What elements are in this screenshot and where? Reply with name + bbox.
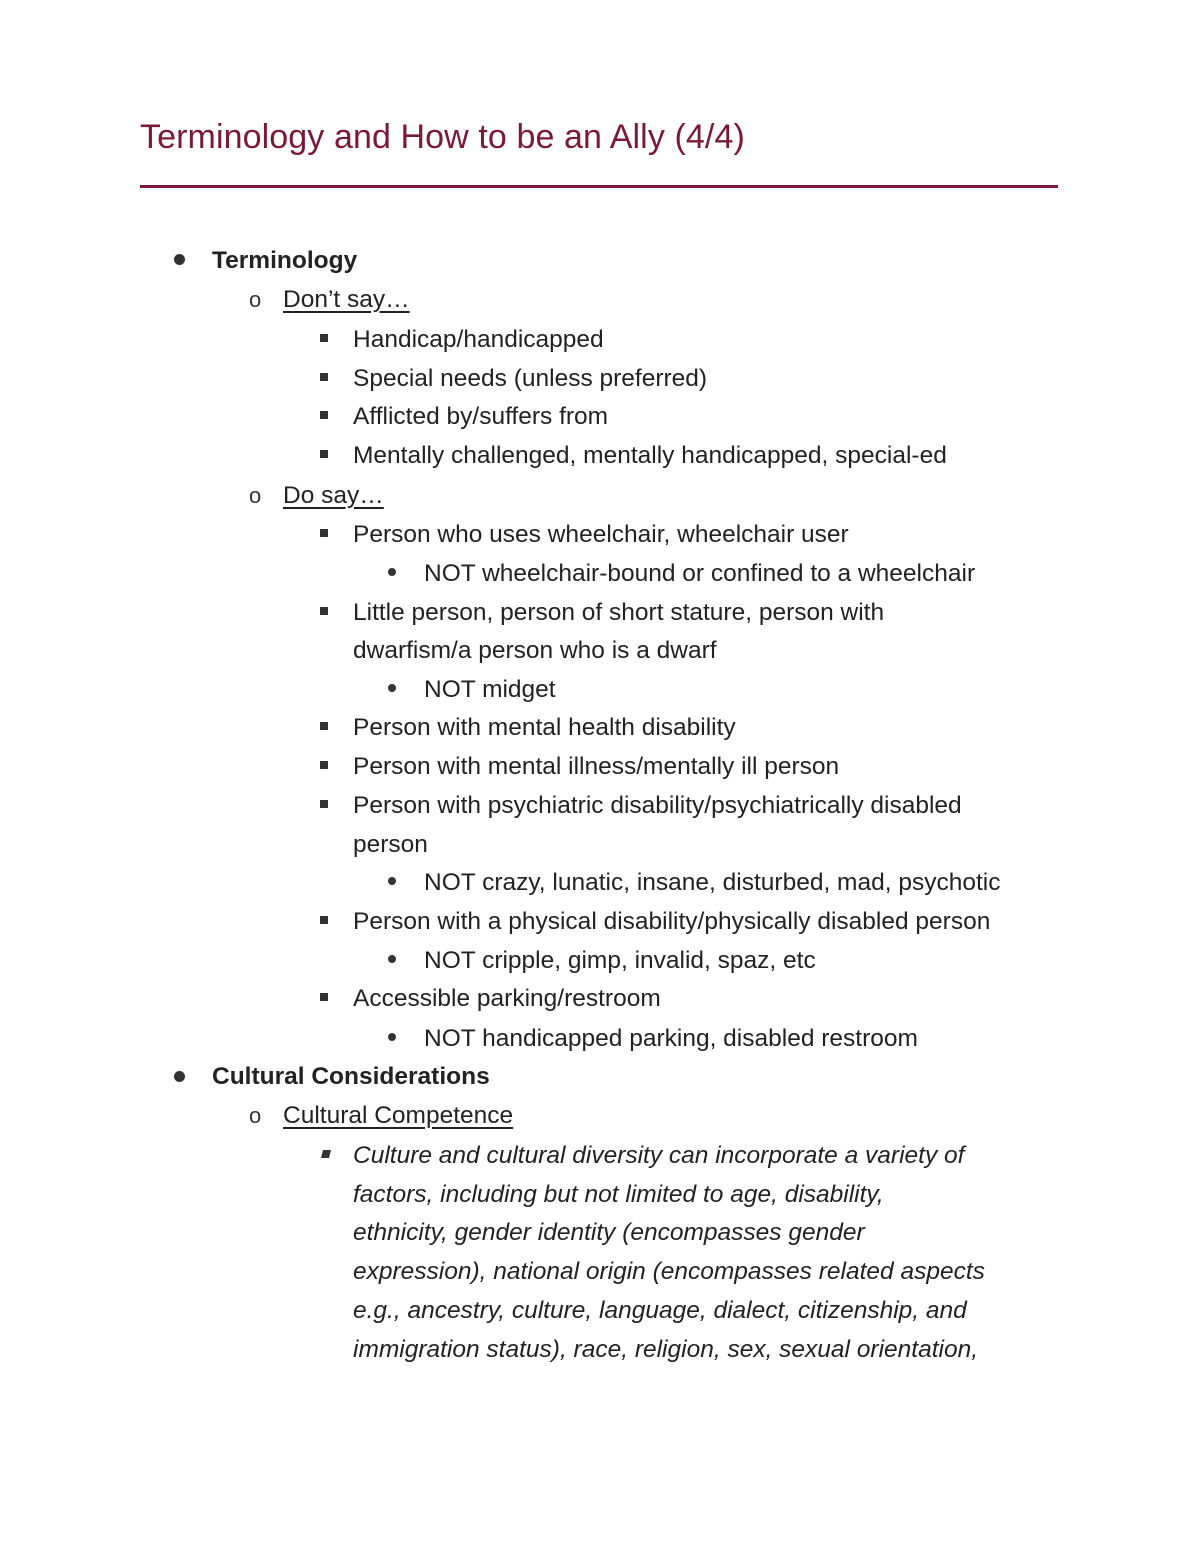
paragraph-line: Culture and cultural diversity can incorporate a variety of [353,1142,965,1169]
square-bullet-icon [320,411,328,419]
square-bullet-icon [320,761,328,769]
list-item: Handicap/handicapped [353,326,604,353]
subheading-cultural-competence: Cultural Competence [283,1102,514,1129]
list-item: Special needs (unless preferred) [353,365,708,392]
square-bullet-icon [321,1150,331,1158]
list-item: Accessible parking/restroom [353,985,661,1012]
square-bullet-icon [320,529,328,537]
list-item: Person with a physical disability/physically disabled person [353,908,991,935]
square-bullet-icon [320,722,328,730]
page-title: Terminology and How to be an Ally (4/4) [140,118,745,156]
circle-bullet-icon: o [249,287,262,312]
circle-bullet-icon: o [249,483,262,508]
subheading-dont-say: Don’t say… [283,286,410,313]
circle-bullet-icon: o [249,1103,262,1128]
list-item: Mentally challenged, mentally handicapped, special-ed [353,442,947,469]
bullet-dot-icon [174,1071,185,1082]
not-item: NOT handicapped parking, disabled restroom [424,1025,918,1052]
square-bullet-icon [320,607,328,615]
subheading-do-say: Do say… [283,482,384,509]
bullet-dot-icon [174,254,185,265]
not-item: NOT wheelchair-bound or confined to a wheelchair [424,560,976,587]
section-heading-cultural: Cultural Considerations [212,1063,490,1090]
paragraph-line: immigration status), race, religion, sex, sexual orientation, [353,1336,979,1363]
not-item: NOT midget [424,676,556,703]
paragraph-line: expression), national origin (encompasses related aspects [353,1258,985,1285]
section-heading-terminology: Terminology [212,247,358,274]
title-divider [140,185,1058,188]
square-bullet-icon [320,916,328,924]
not-item: NOT crazy, lunatic, insane, disturbed, mad, psychotic [424,869,1001,896]
list-item: Person with psychiatric disability/psychiatrically disabled [353,792,962,819]
list-item-continuation: dwarfism/a person who is a dwarf [353,637,717,664]
square-bullet-icon [320,993,328,1001]
square-bullet-icon [320,334,328,342]
list-item: Person with mental health disability [353,714,736,741]
square-bullet-icon [320,800,328,808]
list-item: Little person, person of short stature, person with [353,599,885,626]
paragraph-line: factors, including but not limited to age, disability, [353,1181,884,1208]
not-item: NOT cripple, gimp, invalid, spaz, etc [424,947,816,974]
bullet-dot-icon [388,1033,396,1041]
paragraph-line: ethnicity, gender identity (encompasses gender [353,1219,865,1246]
square-bullet-icon [320,450,328,458]
paragraph-line: e.g., ancestry, culture, language, dialect, citizenship, and [353,1297,967,1324]
list-item-continuation: person [353,831,428,858]
bullet-dot-icon [388,684,396,692]
bullet-dot-icon [388,568,396,576]
square-bullet-icon [320,373,328,381]
list-item: Afflicted by/suffers from [353,403,609,430]
list-item: Person with mental illness/mentally ill person [353,753,840,780]
list-item: Person who uses wheelchair, wheelchair user [353,521,849,548]
bullet-dot-icon [388,877,396,885]
bullet-dot-icon [388,955,396,963]
